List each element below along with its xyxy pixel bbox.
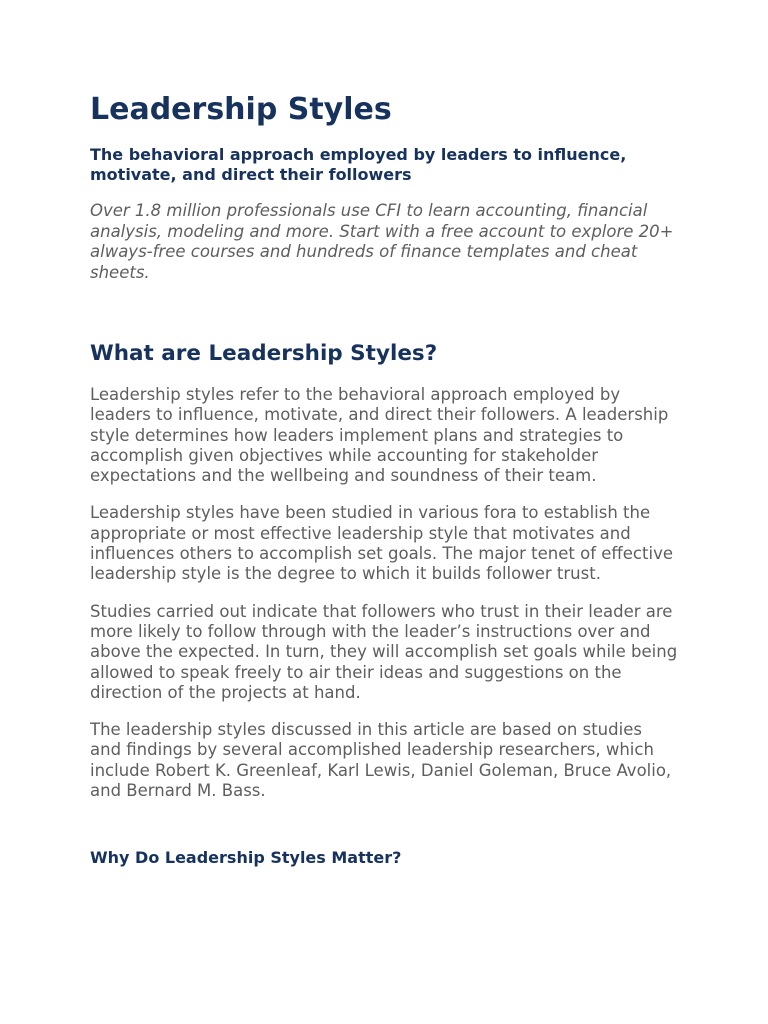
body-paragraph-4: The leadership styles discussed in this article are based on studies and findings by several accomplished leadership researchers, which include Robert K. Greenleaf, Karl Lewis, Daniel Goleman, Bruce Avolio, and Bernard M. Bass.	[90, 720, 672, 801]
page-subtitle: The behavioral approach employed by leaders to influence, motivate, and direct their followers	[90, 145, 627, 184]
body-paragraph-3: Studies carried out indicate that followers who trust in their leader are more likely to follow through with the leader’s instructions over and above the expected. In turn, they will accomplish set goals while being allowed to speak freely to air their ideas and suggestions on the direction of the projects at hand.	[90, 601, 678, 702]
section-heading: What are Leadership Styles?	[90, 341, 438, 366]
body-paragraph-2: Leadership styles have been studied in various fora to establish the appropriate or most effective leadership style that motivates and influences others to accomplish set goals. The major tenet of effective leadership style is the degree to which it builds follower trust.	[90, 503, 673, 584]
section-body	[90, 385, 678, 801]
body-paragraph-1: Leadership styles refer to the behavioral approach employed by leaders to influence, motivate, and direct their followers. A leadership style determines how leaders implement plans and strategies to accomplish given objectives while accounting for stakeholder expectations and the wellbeing and soundness of their team.	[90, 385, 669, 486]
page-title: Leadership Styles	[90, 92, 392, 127]
intro-text: Over 1.8 million professionals use CFI to learn accounting, financial analysis, modeling and more. Start with a free account to explore 20+ always-free courses and hundreds of finance templates and cheat sheets.	[90, 201, 674, 282]
subsection-heading: Why Do Leadership Styles Matter?	[90, 848, 402, 868]
